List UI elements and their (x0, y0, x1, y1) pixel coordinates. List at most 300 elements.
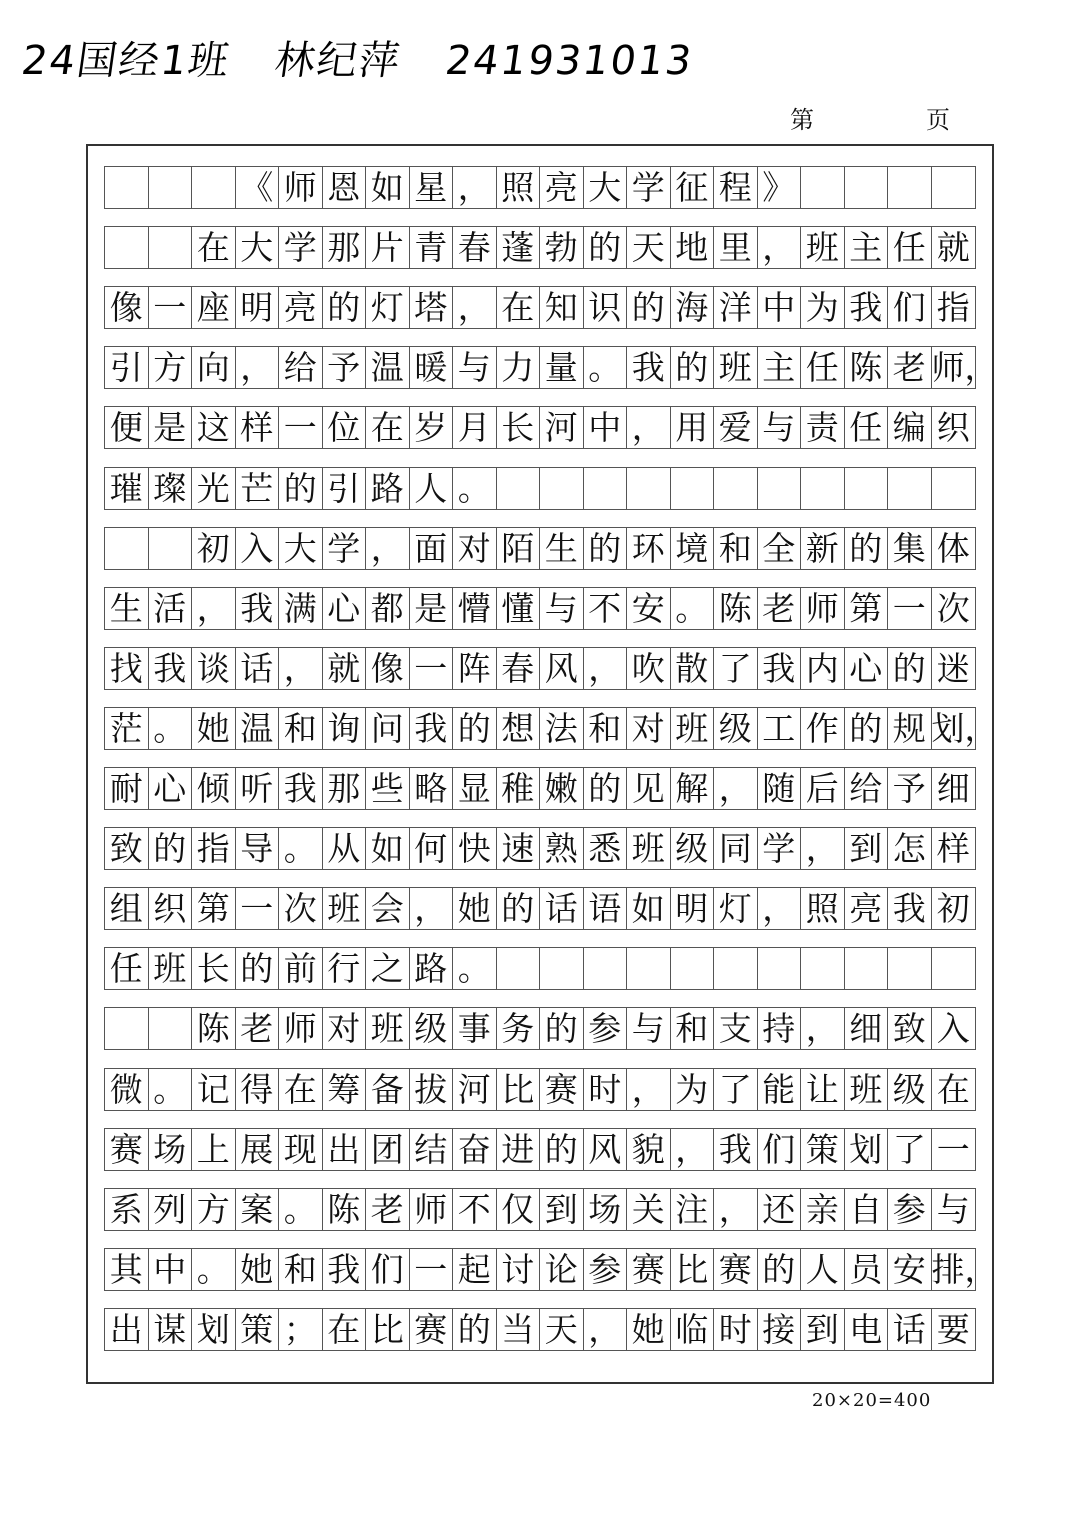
grid-cell: ， (714, 768, 758, 809)
grid-cell: 的 (584, 768, 628, 809)
grid-row (104, 1308, 976, 1351)
grid-cell: ， (801, 1008, 845, 1049)
grid-cell: 我 (323, 1249, 367, 1290)
grid-cell: 学 (323, 528, 367, 569)
grid-cell: 我 (888, 888, 932, 929)
grid-cell: 和 (584, 708, 628, 749)
grid-cell: 规 (888, 708, 932, 749)
grid-cell (149, 1008, 193, 1049)
grid-cell: 样 (236, 407, 280, 448)
grid-cell: 临 (671, 1309, 715, 1350)
grid-cell: 了 (714, 648, 758, 689)
grid-cell: 星 (410, 167, 454, 208)
grid-cell: 语 (584, 888, 628, 929)
grid-cell: 的 (323, 287, 367, 328)
grid-cell: 参 (888, 1189, 932, 1230)
grid-cell: 心 (323, 588, 367, 629)
student-name: 林纪萍 (271, 38, 405, 84)
grid-cell: 》 (758, 167, 802, 208)
grid-row (104, 286, 976, 329)
grid-cell: 场 (584, 1189, 628, 1230)
grid-cell: 第 (192, 888, 236, 929)
grid-cell: 初 (192, 528, 236, 569)
grid-cell: 座 (192, 287, 236, 328)
grid-cell: 级 (714, 708, 758, 749)
grid-cell: 微 (105, 1069, 149, 1110)
grid-cell: 我 (149, 648, 193, 689)
grid-cell: 责 (801, 407, 845, 448)
grid-cell: 的 (627, 287, 671, 328)
grid-cell: 时 (714, 1309, 758, 1350)
grid-cell: 貌 (627, 1129, 671, 1170)
grid-cell: 灯 (714, 888, 758, 929)
grid-cell: 起 (453, 1249, 497, 1290)
grid-cell: 为 (671, 1069, 715, 1110)
grid-cell: 我 (627, 347, 671, 388)
grid-cell: ， (192, 588, 236, 629)
grid-cell: 级 (888, 1069, 932, 1110)
grid-cell: 。 (584, 347, 628, 388)
grid-cell: 显 (453, 768, 497, 809)
grid-cell: 予 (888, 768, 932, 809)
grid-cell: 见 (627, 768, 671, 809)
grid-cell: 亮 (540, 167, 584, 208)
grid-cell: 知 (540, 287, 584, 328)
grid-row (104, 1188, 976, 1231)
grid-cell: 璨 (149, 468, 193, 509)
grid-cell: 学 (627, 167, 671, 208)
grid-cell: 会 (366, 888, 410, 929)
grid-cell: 员 (845, 1249, 889, 1290)
grid-cell: 列 (149, 1189, 193, 1230)
grid-cell: 阵 (453, 648, 497, 689)
grid-cell (149, 167, 193, 208)
grid-cell: 一 (149, 287, 193, 328)
grid-row (104, 947, 976, 990)
grid-cell: 想 (497, 708, 541, 749)
grid-cell: 天 (627, 227, 671, 268)
grid-cell: 明 (236, 287, 280, 328)
grid-cell: 在 (192, 227, 236, 268)
grid-cell: 们 (366, 1249, 410, 1290)
grid-cell: 亮 (279, 287, 323, 328)
grid-cell: 快 (453, 828, 497, 869)
grid-cell: 心 (845, 648, 889, 689)
grid-cell: 她 (627, 1309, 671, 1350)
grid-cell: 展 (236, 1129, 280, 1170)
grid-cell: 稚 (497, 768, 541, 809)
grid-cell: 像 (105, 287, 149, 328)
grid-cell: 。 (279, 1189, 323, 1230)
grid-cell: 讨 (497, 1249, 541, 1290)
grid-cell: 春 (497, 648, 541, 689)
grid-cell: 的 (279, 468, 323, 509)
grid-cell: 论 (540, 1249, 584, 1290)
grid-cell: 从 (323, 828, 367, 869)
grid-cell: 安 (627, 588, 671, 629)
grid-cell: 我 (410, 708, 454, 749)
grid-cell: 新 (801, 528, 845, 569)
grid-cell: 路 (366, 468, 410, 509)
grid-cell: 速 (497, 828, 541, 869)
grid-cell: 与 (627, 1008, 671, 1049)
grid-cell: 在 (366, 407, 410, 448)
grid-cell: 引 (323, 468, 367, 509)
grid-cell: 老 (366, 1189, 410, 1230)
grid-cell: 谋 (149, 1309, 193, 1350)
grid-cell: 耐 (105, 768, 149, 809)
page-number-label (790, 102, 950, 138)
grid-cell: ， (584, 1309, 628, 1350)
grid-cell (497, 468, 541, 509)
grid-cell: 师 (801, 588, 845, 629)
grid-cell: 的 (453, 708, 497, 749)
grid-cell: 赛 (627, 1249, 671, 1290)
grid-cell: 灯 (366, 287, 410, 328)
grid-cell: 备 (366, 1069, 410, 1110)
grid-cell: 师 (279, 167, 323, 208)
grid-cell: 入 (936, 1009, 970, 1049)
grid-cell: 茫 (105, 708, 149, 749)
grid-cell: 接 (758, 1309, 802, 1350)
grid-cell: 识 (584, 287, 628, 328)
grid-cell: 我 (758, 648, 802, 689)
grid-cell: 主 (758, 347, 802, 388)
grid-cell (671, 948, 715, 989)
grid-cell: 天 (540, 1309, 584, 1350)
grid-cell: 向 (192, 347, 236, 388)
grid-cell: 还 (758, 1189, 802, 1230)
grid-cell: 团 (366, 1129, 410, 1170)
grid-cell: 海 (671, 287, 715, 328)
grid-cell: 内 (801, 648, 845, 689)
grid-cell: 芒 (236, 468, 280, 509)
grid-cell: 一 (410, 1249, 454, 1290)
grid-row (104, 1007, 976, 1050)
grid-cell: 给 (845, 768, 889, 809)
grid-cell: 比 (671, 1249, 715, 1290)
grid-cell: 路 (410, 948, 454, 989)
grid-cell: 悉 (584, 828, 628, 869)
grid-cell: 比 (497, 1069, 541, 1110)
grid-cell: 长 (497, 407, 541, 448)
grid-row (104, 887, 976, 930)
grid-cell: ， (801, 828, 845, 869)
grid-cell: 话 (888, 1309, 932, 1350)
grid-cell: 对 (627, 708, 671, 749)
grid-cell: 她 (192, 708, 236, 749)
grid-cell (758, 948, 802, 989)
grid-cell: 月 (453, 407, 497, 448)
grid-cell: 导 (236, 828, 280, 869)
grid-cell: 注 (671, 1189, 715, 1230)
grid-cell: 划 (192, 1309, 236, 1350)
grid-cell: 在 (279, 1069, 323, 1110)
grid-cell: 赛 (714, 1249, 758, 1290)
grid-cell: 关 (627, 1189, 671, 1230)
grid-cell: 生 (105, 588, 149, 629)
grid-cell: 引 (105, 347, 149, 388)
grid-cell: 。 (671, 588, 715, 629)
grid-cell: 爱 (714, 407, 758, 448)
grid-cell: 不 (584, 588, 628, 629)
grid-cell: 何 (410, 828, 454, 869)
grid-cell: 系 (105, 1189, 149, 1230)
grid-cell (497, 948, 541, 989)
grid-cell: ， (236, 347, 280, 388)
grid-cell: 全 (758, 528, 802, 569)
grid-row (104, 587, 976, 630)
grid-cell: 后 (801, 768, 845, 809)
grid-cell: 就 (936, 228, 970, 268)
grid-cell: 策 (236, 1309, 280, 1350)
handwritten-header (17, 26, 727, 96)
grid-cell: 的 (758, 1249, 802, 1290)
grid-cell: 照 (801, 888, 845, 929)
grid-cell: 大 (279, 528, 323, 569)
grid-cell (149, 227, 193, 268)
grid-cell: 风 (584, 1129, 628, 1170)
grid-cell: 案 (236, 1189, 280, 1230)
grid-cell: 方 (149, 347, 193, 388)
grid-cell: 安 (888, 1249, 932, 1290)
grid-cell: 样 (936, 829, 970, 869)
grid-cell: 的 (888, 648, 932, 689)
grid-cell: 学 (758, 828, 802, 869)
grid-cell: 场 (149, 1129, 193, 1170)
grid-cell: 的 (584, 528, 628, 569)
grid-cell (584, 948, 628, 989)
grid-cell: 懂 (497, 588, 541, 629)
grid-cell: 同 (714, 828, 758, 869)
grid-cell: 陈 (714, 588, 758, 629)
grid-cell: 满 (279, 588, 323, 629)
page-label-prefix: 第 (790, 106, 814, 134)
grid-cell: 。 (453, 468, 497, 509)
grid-cell: 的 (453, 1309, 497, 1350)
grid-cell: 河 (453, 1069, 497, 1110)
grid-cell (845, 948, 889, 989)
grid-cell: 的 (671, 347, 715, 388)
grid-cell: 像 (366, 648, 410, 689)
grid-row (104, 166, 976, 209)
grid-cell: 组 (105, 888, 149, 929)
grid-cell: 一 (888, 588, 932, 629)
grid-cell: ， (758, 888, 802, 929)
grid-cell: ， (627, 1069, 671, 1110)
grid-cell: 前 (279, 948, 323, 989)
grid-cell: 师 (410, 1189, 454, 1230)
grid-cell: 当 (497, 1309, 541, 1350)
grid-cell: 随 (758, 768, 802, 809)
grid-cell (801, 468, 845, 509)
grid-row (104, 647, 976, 690)
grid-cell: 指 (936, 288, 970, 328)
grid-cell: 参 (584, 1008, 628, 1049)
grid-cell: 对 (453, 528, 497, 569)
grid-cell: 排， (931, 1249, 998, 1289)
grid-cell (758, 468, 802, 509)
grid-cell: 如 (627, 888, 671, 929)
grid-cell: 自 (845, 1189, 889, 1230)
grid-cell: 就 (323, 648, 367, 689)
grid-cell: 老 (888, 347, 932, 388)
grid-cell: 面 (410, 528, 454, 569)
grid-cell: 工 (758, 708, 802, 749)
grid-cell: 散 (671, 648, 715, 689)
grid-cell (888, 167, 932, 208)
grid-cell: 给 (279, 347, 323, 388)
grid-cell: 温 (236, 708, 280, 749)
grid-cell: 任 (845, 407, 889, 448)
grid-cell: 了 (888, 1129, 932, 1170)
grid-cell: 境 (671, 528, 715, 569)
grid-cell: 们 (758, 1129, 802, 1170)
grid-cell: 任 (105, 948, 149, 989)
grid-cell: 出 (105, 1309, 149, 1350)
grid-cell: 细 (936, 769, 970, 808)
grid-cell: 陈 (323, 1189, 367, 1230)
grid-cell: 是 (149, 407, 193, 448)
grid-cell: 照 (497, 167, 541, 208)
grid-cell: 这 (192, 407, 236, 448)
grid-cell: 和 (279, 1249, 323, 1290)
grid-cell: 是 (410, 588, 454, 629)
grid-cell: 。 (279, 828, 323, 869)
grid-cell: 找 (105, 648, 149, 689)
grid-cell: 勃 (540, 227, 584, 268)
grid-cell: ， (410, 888, 454, 929)
grid-cell: 便 (105, 407, 149, 448)
grid-cell: 与 (936, 1189, 970, 1229)
grid-cell: 与 (453, 347, 497, 388)
grid-cell: 让 (801, 1069, 845, 1110)
grid-cell: 集 (888, 528, 932, 569)
grid-cell: 的 (236, 948, 280, 989)
grid-cell: 赛 (540, 1069, 584, 1110)
grid-cell: 心 (149, 768, 193, 809)
grid-cell: 。 (453, 948, 497, 989)
grid-cell: 中 (584, 407, 628, 448)
page-label-suffix: 页 (926, 106, 950, 134)
grid-cell: 班 (366, 1008, 410, 1049)
grid-cell: 其 (105, 1249, 149, 1290)
grid-cell: 一 (279, 407, 323, 448)
grid-cell: 的 (584, 227, 628, 268)
grid-cell: 任 (801, 347, 845, 388)
grid-cell: 那 (323, 227, 367, 268)
grid-cell: 温 (366, 347, 410, 388)
grid-cell: 的 (497, 888, 541, 929)
grid-cell: 怎 (888, 828, 932, 869)
grid-cell: 人 (410, 468, 454, 509)
grid-cell (845, 468, 889, 509)
grid-cell: 吹 (627, 648, 671, 689)
grid-cell (540, 468, 584, 509)
grid-cell (888, 948, 932, 989)
grid-cell: 用 (671, 407, 715, 448)
grid-cell: 的 (540, 1008, 584, 1049)
grid-cell: 划 (845, 1129, 889, 1170)
grid-cell: 。 (149, 708, 193, 749)
grid-cell: 环 (627, 528, 671, 569)
grid-cell: 织 (936, 408, 970, 448)
grid-cell: 织 (149, 888, 193, 929)
grid-cell: 划， (931, 708, 998, 748)
grid-cell: 嫩 (540, 768, 584, 809)
grid-cell: 河 (540, 407, 584, 448)
grid-cell (105, 167, 149, 208)
grid-cell: 结 (410, 1129, 454, 1170)
grid-cell: 和 (671, 1008, 715, 1049)
grid-size-label: 20×20=400 (812, 1390, 932, 1411)
grid-cell: 《 (236, 167, 280, 208)
grid-cell: 。 (149, 1069, 193, 1110)
grid-cell: 略 (410, 768, 454, 809)
grid-cell: 老 (236, 1008, 280, 1049)
grid-cell: 活 (149, 588, 193, 629)
class-text: 24国经1班 (18, 38, 234, 84)
grid-cell: 的 (149, 828, 193, 869)
grid-cell: 塔 (410, 287, 454, 328)
grid-cell: 程 (714, 167, 758, 208)
grid-cell: 话 (540, 888, 584, 929)
grid-row (104, 827, 976, 870)
grid-cell: 在 (323, 1309, 367, 1350)
grid-cell: 片 (366, 227, 410, 268)
grid-cell: 人 (801, 1249, 845, 1290)
grid-cell: 解 (671, 768, 715, 809)
grid-cell (627, 468, 671, 509)
grid-cell: 仅 (497, 1189, 541, 1230)
grid-cell: 话 (236, 648, 280, 689)
grid-cell: 主 (845, 227, 889, 268)
grid-cell (932, 167, 976, 208)
grid-cell: 我 (236, 588, 280, 629)
grid-cell: 问 (366, 708, 410, 749)
grid-cell: ， (584, 648, 628, 689)
grid-cell: 致 (105, 828, 149, 869)
grid-cell: 迷 (936, 648, 970, 688)
grid-cell: 第 (845, 588, 889, 629)
grid-cell (105, 528, 149, 569)
grid-cell: 和 (279, 708, 323, 749)
grid-cell: 洋 (714, 287, 758, 328)
grid-cell: 法 (540, 708, 584, 749)
grid-cell: 体 (936, 528, 970, 568)
grid-cell: 上 (192, 1129, 236, 1170)
grid-cell: 得 (236, 1069, 280, 1110)
grid-cell: 一 (410, 648, 454, 689)
grid-cell (627, 948, 671, 989)
grid-cell (540, 948, 584, 989)
grid-cell: 中 (758, 287, 802, 328)
grid-cell: ， (453, 287, 497, 328)
grid-cell: 我 (714, 1129, 758, 1170)
grid-cell: 风 (540, 648, 584, 689)
grid-cell: 拔 (410, 1069, 454, 1110)
grid-row (104, 767, 976, 810)
grid-cell: 的 (845, 708, 889, 749)
grid-cell: 位 (323, 407, 367, 448)
grid-row (104, 527, 976, 570)
grid-cell: 到 (801, 1309, 845, 1350)
grid-cell: 恩 (323, 167, 367, 208)
grid-cell: 蓬 (497, 227, 541, 268)
grid-cell (801, 167, 845, 208)
grid-cell: 倾 (192, 768, 236, 809)
grid-cell (888, 468, 932, 509)
